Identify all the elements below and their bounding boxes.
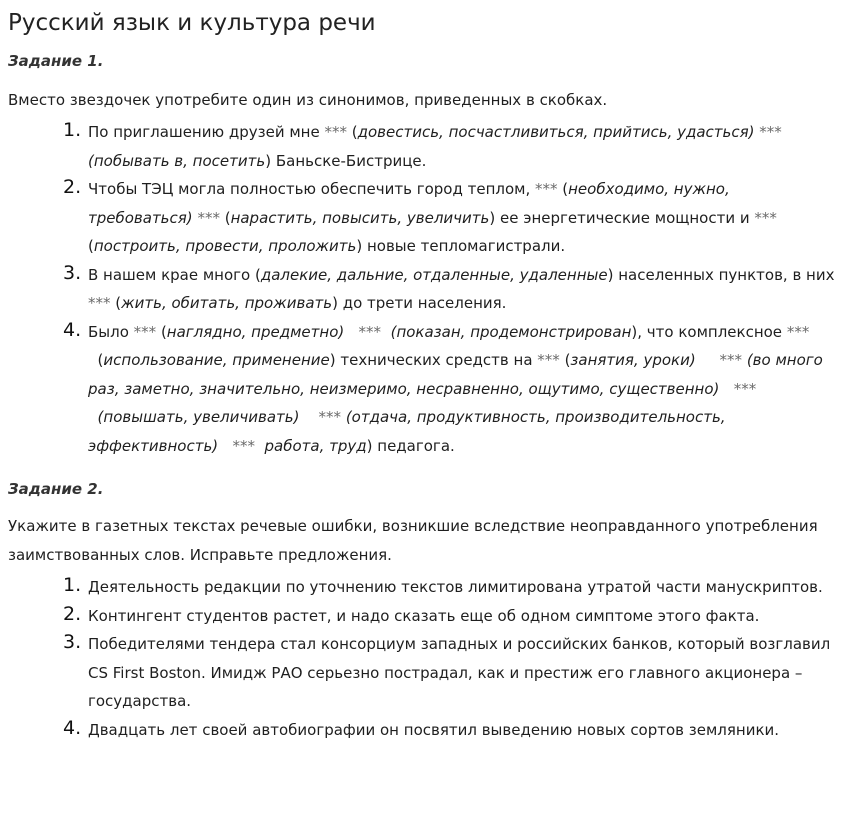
task2-intro: Укажите в газетных текстах речевые ошибки, возникшие вследствие неоправданного употребления заимствованных слов. Исправьте предложения.	[8, 517, 818, 564]
asterisks-placeholder: ***	[88, 294, 111, 312]
task1-list	[8, 118, 839, 460]
spacer-text	[696, 351, 720, 369]
sentence-text: Двадцать лет своей автобиографии он посвятил выведению новых сортов земляники.	[88, 720, 780, 739]
sentence-text: Было	[88, 322, 134, 341]
paren-open: (	[88, 351, 104, 369]
item-number: 1.	[63, 574, 82, 596]
synonyms-options: (во много раз, заметно, значительно, неизмеримо, несравненно, ощутимо, существенно)	[88, 351, 823, 398]
item-number: 2.	[63, 602, 82, 625]
synonyms-options: довестись, посчастливиться, прийтись, удасться)	[357, 123, 755, 141]
task1-item-1	[63, 118, 839, 175]
sentence-text: ) педагога.	[366, 436, 455, 455]
asterisks-placeholder: ***	[719, 351, 743, 369]
task2-item-4	[63, 716, 839, 745]
spacer-text	[381, 323, 391, 341]
task2-item-3	[63, 630, 839, 716]
item-number: 3.	[63, 261, 82, 284]
synonyms-options: нарастить, повысить, увеличить	[230, 208, 490, 227]
paren-open: (	[557, 180, 569, 198]
task1-item-2	[63, 175, 839, 261]
synonyms-options: работа, труд	[264, 436, 367, 455]
synonyms-options: необходимо, нужно, требоваться)	[88, 180, 730, 227]
synonyms-options: построить, провести, проложить	[93, 237, 357, 255]
task2-item-2	[63, 602, 839, 631]
spacer-text	[88, 408, 98, 426]
synonyms-options: наглядно, предметно)	[166, 322, 345, 341]
paren-open: (	[110, 294, 122, 312]
sentence-text: ) до трети населения.	[332, 294, 507, 312]
task2-section	[8, 478, 839, 744]
sentence-text: Контингент студентов растет, и надо сказать еще об одном симптоме этого факта.	[88, 606, 760, 625]
sentence-text: ) технических средств на	[329, 351, 538, 369]
asterisks-placeholder: ***	[535, 180, 558, 198]
item-number: 4.	[63, 318, 82, 341]
synonyms-options: далекие, дальние, отдаленные, удаленные	[260, 265, 608, 284]
task1-heading: Задание 1.	[8, 52, 104, 70]
paren-open: (	[559, 351, 571, 369]
sentence-text: ) ее энергетические мощности и	[489, 208, 755, 227]
asterisks-placeholder: ***	[133, 322, 157, 341]
page-title: Русский язык и культура речи	[8, 10, 376, 36]
spacer-text	[344, 323, 358, 341]
paren-open: (	[219, 208, 231, 227]
paren-open: (	[88, 237, 94, 255]
synonyms-options: (отдача, продуктивность, производительность, эффективность)	[88, 408, 726, 455]
asterisks-placeholder: ***	[733, 379, 757, 398]
synonyms-options: (показан, продемонстрирован	[390, 322, 632, 341]
spacer-text	[218, 437, 232, 455]
synonyms-options: (повышать, увеличивать)	[97, 408, 300, 426]
sentence-text: ) новые тепломагистрали.	[356, 237, 566, 255]
item-number: 2.	[63, 176, 82, 198]
task2-item-1	[63, 573, 839, 602]
item-number: 4.	[63, 716, 82, 739]
sentence-text: Победителями тендера стал консорциум западных и российских банков, который возглавил CS First Boston. Имидж РАО серьезно пострадал, как и престиж его главного акционера – государства.	[88, 635, 831, 710]
sentence-text: ) Баньске-Бистрице.	[265, 151, 427, 170]
asterisks-placeholder: ***	[754, 208, 777, 227]
asterisks-placeholder: ***	[358, 322, 382, 341]
sentence-text: Чтобы ТЭЦ могла полностью обеспечить город теплом,	[88, 180, 535, 198]
item-number: 3.	[63, 631, 82, 653]
task1-item-4	[63, 318, 839, 461]
synonyms-options: занятия, уроки)	[570, 351, 696, 369]
spacer-text	[255, 437, 265, 455]
paren-open: (	[346, 123, 358, 141]
task1-intro: Вместо звездочек употребите один из синонимов, приведенных в скобках.	[8, 91, 608, 109]
task2-heading: Задание 2.	[8, 480, 104, 498]
sentence-text: ) населенных пунктов, в них	[607, 265, 835, 284]
asterisks-placeholder: ***	[786, 322, 810, 341]
asterisks-placeholder: ***	[759, 123, 782, 141]
asterisks-placeholder: ***	[232, 436, 255, 455]
spacer-text	[719, 380, 733, 398]
sentence-text: В нашем крае много (	[88, 265, 261, 284]
paren-open: (	[156, 322, 167, 341]
asterisks-placeholder: ***	[197, 208, 220, 227]
task1-section	[8, 50, 839, 460]
asterisks-placeholder: ***	[537, 351, 560, 369]
sentence-text: По приглашению друзей мне	[88, 123, 325, 141]
asterisks-placeholder: ***	[318, 408, 342, 426]
item-number: 1.	[63, 119, 82, 141]
task2-list	[8, 573, 839, 744]
synonyms-options: использование, применение	[103, 351, 330, 369]
asterisks-placeholder: ***	[324, 123, 347, 141]
task1-item-3	[63, 261, 839, 318]
synonyms-options: жить, обитать, проживать	[121, 294, 333, 312]
spacer-text	[299, 408, 318, 426]
sentence-text: Деятельность редакции по уточнению текстов лимитирована утратой части манускриптов.	[88, 578, 823, 596]
sentence-text: ), что комплексное	[631, 322, 787, 341]
synonyms-options: (побывать в, посетить	[88, 151, 266, 170]
